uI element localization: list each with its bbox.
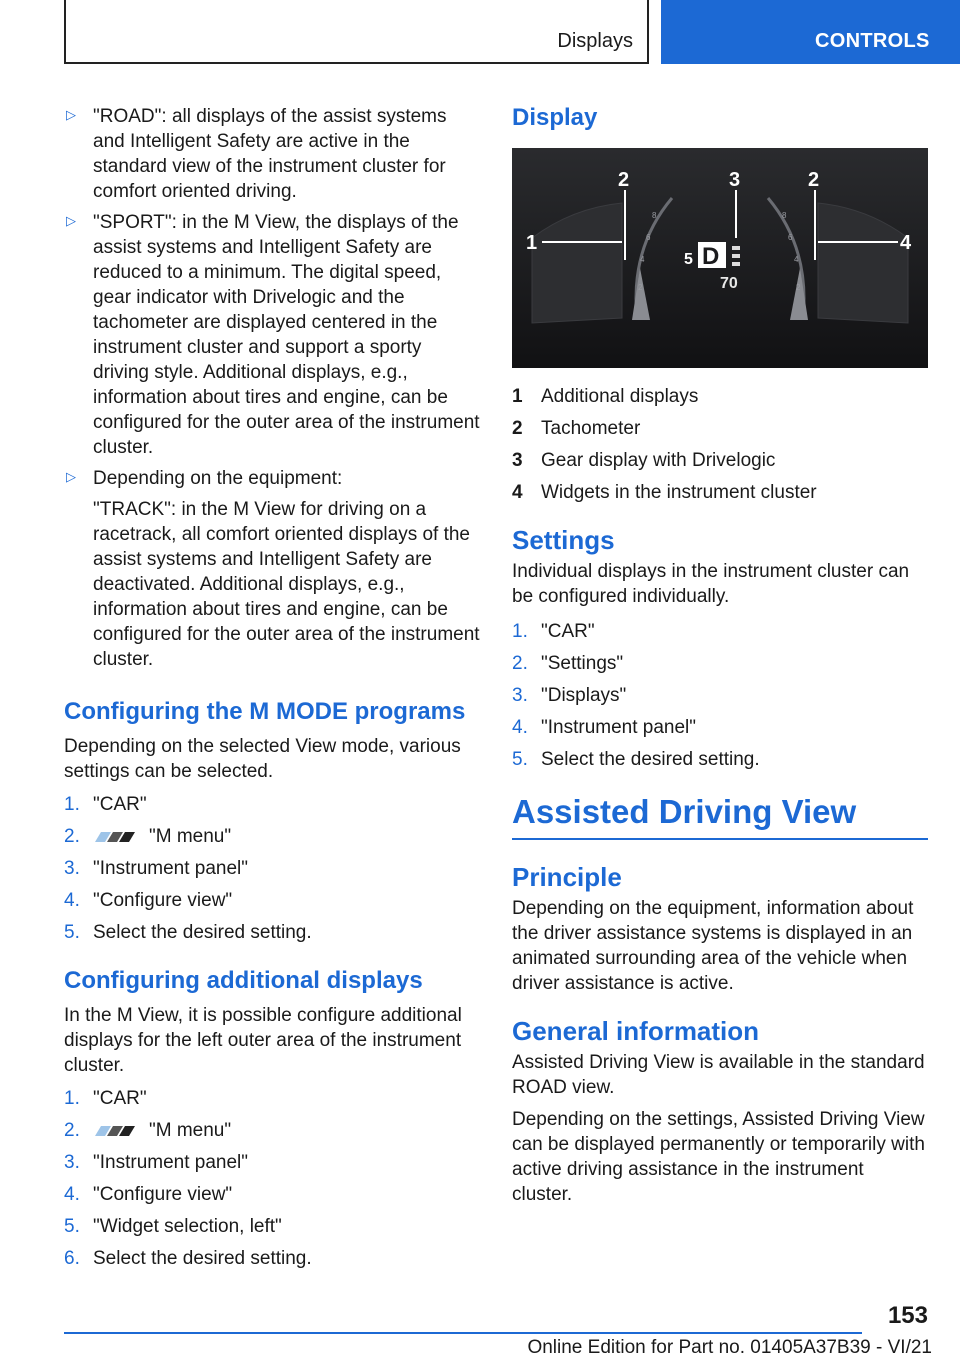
svg-text:6: 6	[788, 233, 793, 242]
list-item: 3. "Displays"	[512, 685, 627, 706]
legend-item: 2 Tachometer	[512, 418, 641, 439]
list-item: 5. Select the desired setting.	[512, 749, 760, 770]
bullet-text: "ROAD": all displays of the assist systems and Intelligent Safety are active in the standard view of the instrument cluster for comfort oriented driving.	[93, 106, 447, 202]
list-item: 5. Select the desired setting.	[64, 922, 312, 943]
header-section-tab	[64, 0, 649, 64]
triangle-bullet-icon: ▷	[66, 213, 76, 228]
page-number: 153	[887, 1302, 928, 1329]
speed-value: 70	[720, 275, 738, 292]
bullet-text: "TRACK": in the M View for driving on a racetrack, all comfort oriented displays of the assist systems and Intelligent Safety are deactivated. Additional displays, e.g., information about tires and engine, can be configured for the outer area of the instrument cluster.	[93, 499, 480, 670]
list-item: 4. "Configure view"	[64, 1184, 233, 1205]
heading-settings: Settings	[512, 525, 615, 555]
figure-legend	[512, 384, 928, 505]
bullet-text: "SPORT": in the M View, the displays of the assist systems and Intelligent Safety are reduced to a minimum. The digital speed, gear indicator with Drivelogic and the tachometer are displayed centered in the instrument cluster and support a sporty driving style. Additional displays, e.g., information about tires and engine, can be configured for the outer area of the instrument cluster.	[93, 212, 480, 458]
list-item: 3. "Instrument panel"	[64, 1152, 249, 1173]
header-chapter-tab	[661, 0, 960, 64]
heading-general-information: General information	[512, 1016, 760, 1046]
svg-text:8: 8	[652, 211, 657, 220]
chapter-divider	[512, 838, 928, 840]
footer-edition: Online Edition for Part no. 01405A37B39 - VI/21	[527, 1337, 932, 1358]
steps-list	[64, 1086, 482, 1271]
gear-letter: D	[702, 243, 720, 270]
callout-1: 1	[526, 232, 538, 254]
svg-text:4: 4	[640, 255, 645, 264]
m-logo-icon	[93, 1124, 141, 1138]
footer-divider	[64, 1332, 862, 1334]
list-item: 4. "Configure view"	[64, 890, 233, 911]
svg-text:2: 2	[796, 283, 801, 292]
callout-2-left: 2	[618, 169, 630, 191]
triangle-bullet-icon: ▷	[66, 107, 76, 122]
triangle-bullet-icon: ▷	[66, 469, 76, 484]
list-item: 6. Select the desired setting.	[64, 1248, 312, 1269]
right-column	[512, 104, 928, 1207]
list-item: 1. "CAR"	[512, 621, 595, 642]
heading-display: Display	[512, 104, 598, 131]
callout-4: 4	[900, 232, 912, 254]
instrument-cluster-illustration	[512, 148, 928, 368]
header-section-label: Displays	[557, 30, 633, 52]
svg-text:6: 6	[646, 233, 651, 242]
heading-principle: Principle	[512, 862, 622, 892]
bullet-text: Depending on the equipment:	[93, 468, 343, 489]
svg-text:4: 4	[794, 255, 799, 264]
callout-2-right: 2	[808, 169, 820, 191]
steps-list	[64, 792, 482, 945]
bullet-road	[64, 104, 482, 204]
callout-3: 3	[729, 169, 741, 191]
paragraph: Individual displays in the instrument cluster can be configured individually.	[512, 561, 910, 607]
paragraph: Depending on the equipment, information about the driver assistance systems is displayed in an animated surrounding area of the vehicle when driver assistance is active.	[512, 898, 914, 994]
bullet-sport	[64, 210, 482, 460]
paragraph: In the M View, it is possible configure additional displays for the left outer area of the instrument cluster.	[64, 1005, 462, 1076]
paragraph: Assisted Driving View is available in the standard ROAD view.	[512, 1052, 925, 1098]
list-item: 2. "Settings"	[512, 653, 624, 674]
list-item: 4. "Instrument panel"	[512, 717, 697, 738]
chapter-title: Assisted Driving View	[512, 793, 857, 830]
left-column	[64, 104, 482, 1278]
list-item: 5. "Widget selection, left"	[64, 1216, 282, 1237]
legend-item: 4 Widgets in the instrument cluster	[512, 482, 817, 503]
header-chapter-label: CONTROLS	[815, 30, 930, 52]
instrument-cluster-figure	[512, 148, 928, 368]
paragraph: Depending on the settings, Assisted Driving View can be displayed permanently or temporarily with active driving assistance in the instrument cluster.	[512, 1109, 925, 1205]
heading-configuring-m-mode: Configuring the M MODE programs	[64, 698, 466, 725]
list-item: 2. "M menu"	[64, 1120, 232, 1141]
list-item: 1. "CAR"	[64, 794, 147, 815]
legend-item: 3 Gear display with Drivelogic	[512, 450, 776, 471]
paragraph: Depending on the selected View mode, various settings can be selected.	[64, 736, 461, 782]
legend-item: 1 Additional displays	[512, 386, 699, 407]
steps-list	[512, 619, 928, 772]
bullet-track	[64, 466, 482, 672]
svg-text:8: 8	[782, 211, 787, 220]
gear-number: 5	[684, 251, 693, 268]
list-item: 3. "Instrument panel"	[64, 858, 249, 879]
list-item: 2. "M menu"	[64, 826, 232, 847]
heading-configuring-additional: Configuring additional displays	[64, 967, 423, 994]
list-item: 1. "CAR"	[64, 1088, 147, 1109]
svg-text:2: 2	[638, 283, 643, 292]
m-logo-icon	[93, 830, 141, 844]
